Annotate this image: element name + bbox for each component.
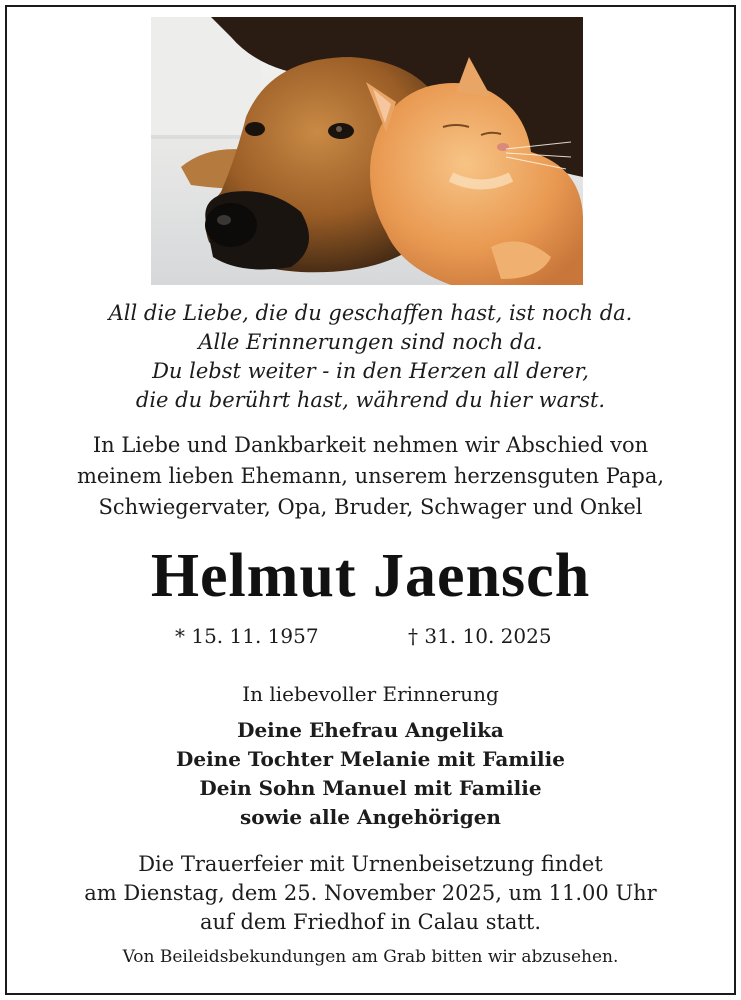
funeral-details (0, 850, 741, 937)
poem-line: die du berührt hast, während du hier warst. (135, 388, 606, 412)
mourner: Deine Ehefrau Angelika (237, 718, 504, 742)
farewell-intro (0, 430, 741, 523)
funeral-line: auf dem Friedhof in Calau statt. (200, 910, 541, 934)
intro-line: Schwiegervater, Opa, Bruder, Schwager und Onkel (98, 495, 643, 519)
poem-line: Du lebst weiter - in den Herzen all derer, (152, 359, 589, 383)
mourner: Dein Sohn Manuel mit Familie (199, 776, 542, 800)
poem-line: All die Liebe, die du geschaffen hast, ist noch da. (108, 301, 633, 325)
dog-and-cat-photo (151, 17, 583, 285)
mourner: Deine Tochter Melanie mit Familie (176, 747, 565, 771)
intro-line: meinem lieben Ehemann, unserem herzensguten Papa, (76, 464, 665, 488)
funeral-line: am Dienstag, dem 25. November 2025, um 11.00 Uhr (84, 881, 657, 905)
deceased-name: Helmut Jaensch (150, 542, 591, 610)
funeral-line: Die Trauerfeier mit Urnenbeisetzung findet (138, 852, 603, 876)
poem (0, 299, 741, 415)
death-date: † 31. 10. 2025 (408, 624, 552, 648)
mourner: sowie alle Angehörigen (240, 805, 501, 829)
mourners-list (0, 716, 741, 832)
birth-date: * 15. 11. 1957 (175, 624, 319, 648)
intro-line: In Liebe und Dankbarkeit nehmen wir Abschied von (92, 433, 649, 457)
condolence-note: Von Beileidsbekundungen am Grab bitten wir abzusehen. (122, 947, 619, 967)
poem-line: Alle Erinnerungen sind noch da. (198, 330, 543, 354)
memory-heading: In liebevoller Erinnerung (242, 682, 499, 706)
